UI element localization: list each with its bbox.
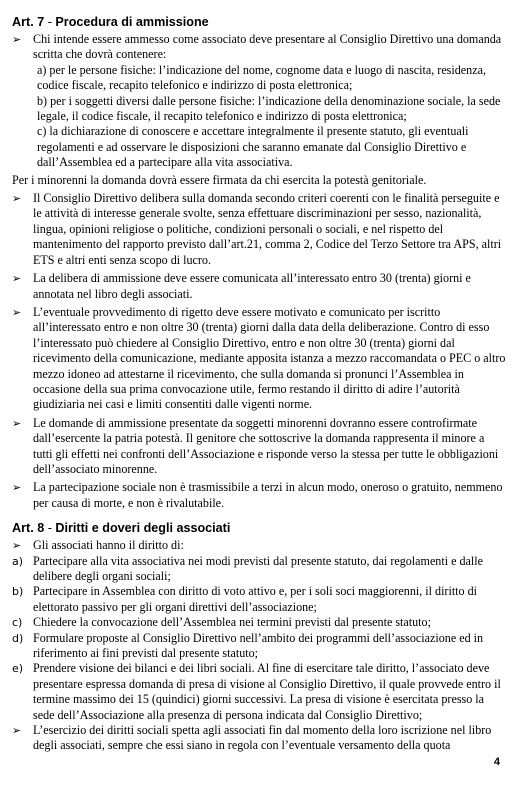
arrow-bullet-icon: ➢ xyxy=(12,192,22,206)
article-7-heading: Art. 7 - Procedura di ammissione xyxy=(12,15,209,29)
right-item-c: c) Chiedere la convocazione dell’Assemblea nei termini previsti dal presente statuto; xyxy=(12,615,431,630)
article-7-bullet-4: ➢ L’eventuale provvedimento di rigetto deve essere motivato e comunicato per iscritto all’interessato entro e non oltre 30 (trenta) giorni dalla data della deliberazione. Contro di esso l’interessato può chiedere al Consiglio Direttivo, entro e non oltre 30 (trenta) giorni dal ricevimento della comunicazione, mediante apposita istanza a mezzo raccomandata o PEC o altro mezzo idoneo ad attestarne il ricevimento, che sulla domanda si pronunci l’Assemblea in occasione della sua prima convocazione utile, fermo restando il diritto di adire l’autorità giudiziaria nei casi e limiti consentiti dalle vigenti norme. xyxy=(12,304,506,412)
right-item-d: d) Formulare proposte al Consiglio Direttivo nell’ambito dei programmi dell’associazione ed in riferimento ai fini previsti dal presente statuto; xyxy=(12,630,484,661)
arrow-bullet-icon: ➢ xyxy=(12,272,22,286)
article-8-number: Art. 8 xyxy=(12,521,45,536)
arrow-bullet-icon: ➢ xyxy=(12,724,22,738)
article-8-title: Diritti e doveri degli associati xyxy=(55,521,231,536)
article-7-title: Procedura di ammissione xyxy=(55,15,209,29)
list-label: e) xyxy=(12,662,24,676)
right-item-b: b) Partecipare in Assemblea con diritto di voto attivo e, per i soli soci maggiorenni, il diritto di elettorato passivo per gli organi direttivi dell’associazione; xyxy=(12,584,478,614)
article-7-bullet-6: ➢ La partecipazione sociale non è trasmissibile a terzi in alcun modo, oneroso o gratuito, nemmeno per causa di morte, e non è rivalutabile. xyxy=(12,480,503,510)
article-8-heading: Art. 8 - Diritti e doveri degli associati xyxy=(12,521,231,536)
minors-paragraph: Per i minorenni la domanda dovrà essere firmata da chi esercita la potestà genitoriale. xyxy=(12,172,427,187)
article-7-number: Art. 7 xyxy=(12,15,45,29)
list-label: b) xyxy=(12,585,24,599)
list-label: c) xyxy=(12,616,23,630)
requirement-a: a) per le persone fisiche: l’indicazione del nome, cognome data e luogo di nascita, residenza, codice fiscale, recapito telefonico e indirizzo di posta elettronica; xyxy=(37,62,486,93)
right-item-a: a) Partecipare alla vita associativa nei modi previsti dal presente statuto, dai regolamenti e dalle delibere degli organi sociali; xyxy=(12,553,483,583)
requirement-b: b) per i soggetti diversi dalle persone fisiche: l’indicazione della denominazione sociale, la sede legale, il codice fiscale, il recapito telefonico e indirizzo di posta elettronica; xyxy=(37,93,501,124)
right-item-e: e) Prendere visione dei bilanci e dei libri sociali. Al fine di esercitare tale diritto, l’associato deve presentare espressa domanda di presa di visione al Consiglio Direttivo, il quale provvede entro il termine massimo dei 15 (quindici) giorni successivi. La presa di visione è esercitata presso la sede dell’Associazione alla presenza di persona indicata dal Consiglio Direttivo; xyxy=(12,661,501,722)
article-7-bullet-5: ➢ Le domande di ammissione presentate da soggetti minorenni dovranno essere controfirmate dall’esercente la patria potestà. Il genitore che sottoscrive la domanda rappresenta il minore a tutti gli effetti nei confronti dell’Associazione e risponde verso la stessa per tutte le obbligazioni dell’associato minorenne. xyxy=(12,415,499,476)
list-label: d) xyxy=(12,631,24,645)
requirement-c: c) la dichiarazione di conoscere e accettare integralmente il presente statuto, gli eventuali regolamenti e ad osservare le disposizioni che saranno emanate dal Consiglio Direttivo e dall’Assemblea ed a partecipare alla vita associativa. xyxy=(37,124,469,170)
article-7-bullet-3: ➢ La delibera di ammissione deve essere comunicata all’interessato entro 30 (trenta) giorni e annotata nel libro degli associati. xyxy=(12,271,471,301)
arrow-bullet-icon: ➢ xyxy=(12,305,22,319)
arrow-bullet-icon: ➢ xyxy=(12,416,22,430)
page-number: 4 xyxy=(493,756,500,768)
article-8-intro: ➢ Gli associati hanno il diritto di: xyxy=(12,538,184,553)
arrow-bullet-icon: ➢ xyxy=(12,539,22,553)
list-label: a) xyxy=(12,554,24,568)
arrow-bullet-icon: ➢ xyxy=(12,481,22,495)
article-8-last-bullet: ➢ L’esercizio dei diritti sociali spetta agli associati fin dal momento della loro iscrizione nel libro degli associati, sempre che essi siano in regola con l’eventuale versamento della quota xyxy=(12,723,492,753)
arrow-bullet-icon: ➢ xyxy=(12,33,22,46)
article-7-bullet-1: ➢ Chi intende essere ammesso come associato deve presentare al Consiglio Direttivo una domanda scritta che dovrà contenere: a) per le persone fisiche: l’indicazione del nome, cognome data e luogo di nascita, residenza, codice fiscale, recapito telefonico e indirizzo di posta elettronica; b) per i soggetti diversi dalle persone fisiche: l’indicazione della denominazione sociale, la sede legale, il codice fiscale, il recapito telefonico e indirizzo di posta elettronica; c) la dichiarazione di conoscere e accettare integralmente il presente statuto, gli eventuali regolamenti e ad osservare le disposizioni che saranno emanate dal Consiglio Direttivo e dall’Assemblea ed a partecipare alla vita associativa. xyxy=(12,32,506,171)
article-7-bullet-2: ➢ Il Consiglio Direttivo delibera sulla domanda secondo criteri coerenti con le finalità perseguite e le attività di interesse generale svolte, senza effettuare discriminazioni per sesso, nazionalità, lingua, opinioni religiose o politiche, condizioni personali o sociali, e nel rispetto del mantenimento del rapporto previsto dall’art.21, comma 2, Codice del Terzo Settore tra APS, altri ETS e altri enti senza scopo di lucro. xyxy=(12,191,502,267)
